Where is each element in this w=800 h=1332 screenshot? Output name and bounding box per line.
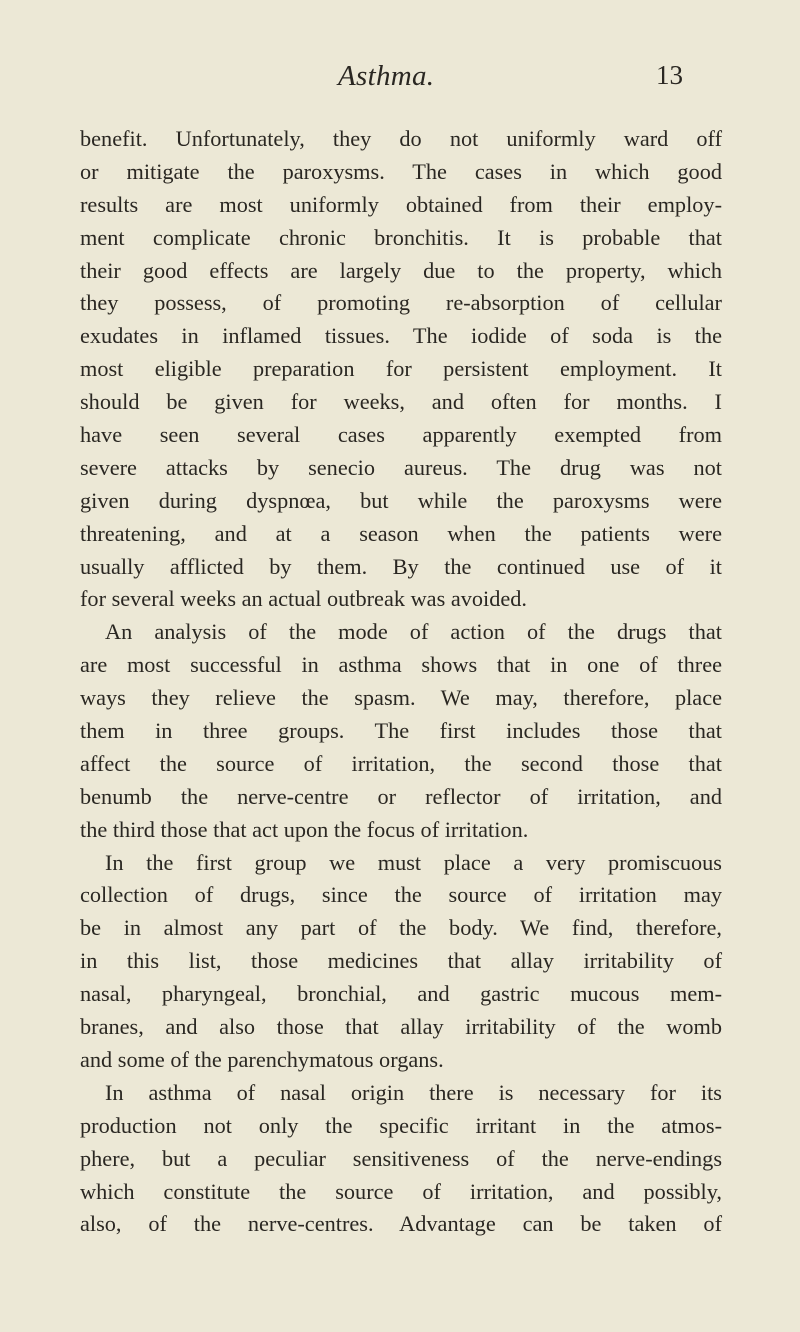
text-line: exudates in inflamed tissues. The iodide of soda is the bbox=[80, 323, 722, 349]
text-line: most eligible preparation for persistent employment. It bbox=[80, 356, 722, 382]
text-line: production not only the specific irritant in the atmos- bbox=[80, 1112, 722, 1138]
text-line: them in three groups. The first includes those that bbox=[80, 718, 722, 744]
text-line: given during dyspnœa, but while the paroxysms were bbox=[80, 487, 722, 513]
text-line: they possess, of promoting re-absorption of cellular bbox=[80, 290, 722, 316]
text-line: In the first group we must place a very promiscuous bbox=[105, 849, 722, 875]
text-line: benumb the nerve-centre or reflector of irritation, and bbox=[80, 783, 722, 809]
text-line: phere, but a peculiar sensitiveness of the nerve-endings bbox=[80, 1145, 722, 1171]
text-line: their good effects are largely due to the property, which bbox=[80, 257, 722, 283]
text-line: in this list, those medicines that allay irritability of bbox=[80, 948, 722, 974]
text-line: be in almost any part of the body. We find, therefore, bbox=[80, 915, 722, 941]
text-line: or mitigate the paroxysms. The cases in which good bbox=[80, 158, 722, 184]
text-line: nasal, pharyngeal, bronchial, and gastric mucous mem- bbox=[80, 981, 722, 1007]
text-line: the third those that act upon the focus of irritation. bbox=[80, 816, 529, 842]
text-line: for several weeks an actual outbreak was avoided. bbox=[80, 586, 527, 612]
text-line: In asthma of nasal origin there is necessary for its bbox=[105, 1079, 722, 1105]
text-line: have seen several cases apparently exempted from bbox=[80, 422, 722, 448]
running-header bbox=[0, 60, 800, 100]
text-line: collection of drugs, since the source of irritation may bbox=[80, 882, 722, 908]
text-line: threatening, and at a season when the patients were bbox=[80, 520, 722, 546]
page-number: 13 bbox=[656, 60, 683, 90]
text-line: ways they relieve the spasm. We may, therefore, place bbox=[80, 685, 722, 711]
text-line: are most successful in asthma shows that in one of three bbox=[80, 652, 722, 678]
text-line: ment complicate chronic bronchitis. It is probable that bbox=[80, 224, 722, 250]
text-line: affect the source of irritation, the second those that bbox=[80, 750, 722, 776]
text-line: results are most uniformly obtained from their employ- bbox=[80, 191, 722, 217]
text-line: and some of the parenchymatous organs. bbox=[80, 1046, 444, 1072]
body-text bbox=[80, 123, 722, 1241]
text-line: which constitute the source of irritation, and possibly, bbox=[80, 1178, 722, 1204]
text-line: should be given for weeks, and often for months. I bbox=[80, 389, 722, 415]
text-line: branes, and also those that allay irritability of the womb bbox=[80, 1014, 722, 1040]
text-line: severe attacks by senecio aureus. The drug was not bbox=[80, 454, 722, 480]
running-title: Asthma. bbox=[338, 60, 435, 92]
text-line: usually afflicted by them. By the continued use of it bbox=[80, 553, 722, 579]
text-line: also, of the nerve-centres. Advantage can be taken of bbox=[80, 1211, 722, 1237]
text-line: benefit. Unfortunately, they do not uniformly ward off bbox=[80, 126, 722, 151]
text-line: An analysis of the mode of action of the drugs that bbox=[105, 619, 722, 645]
